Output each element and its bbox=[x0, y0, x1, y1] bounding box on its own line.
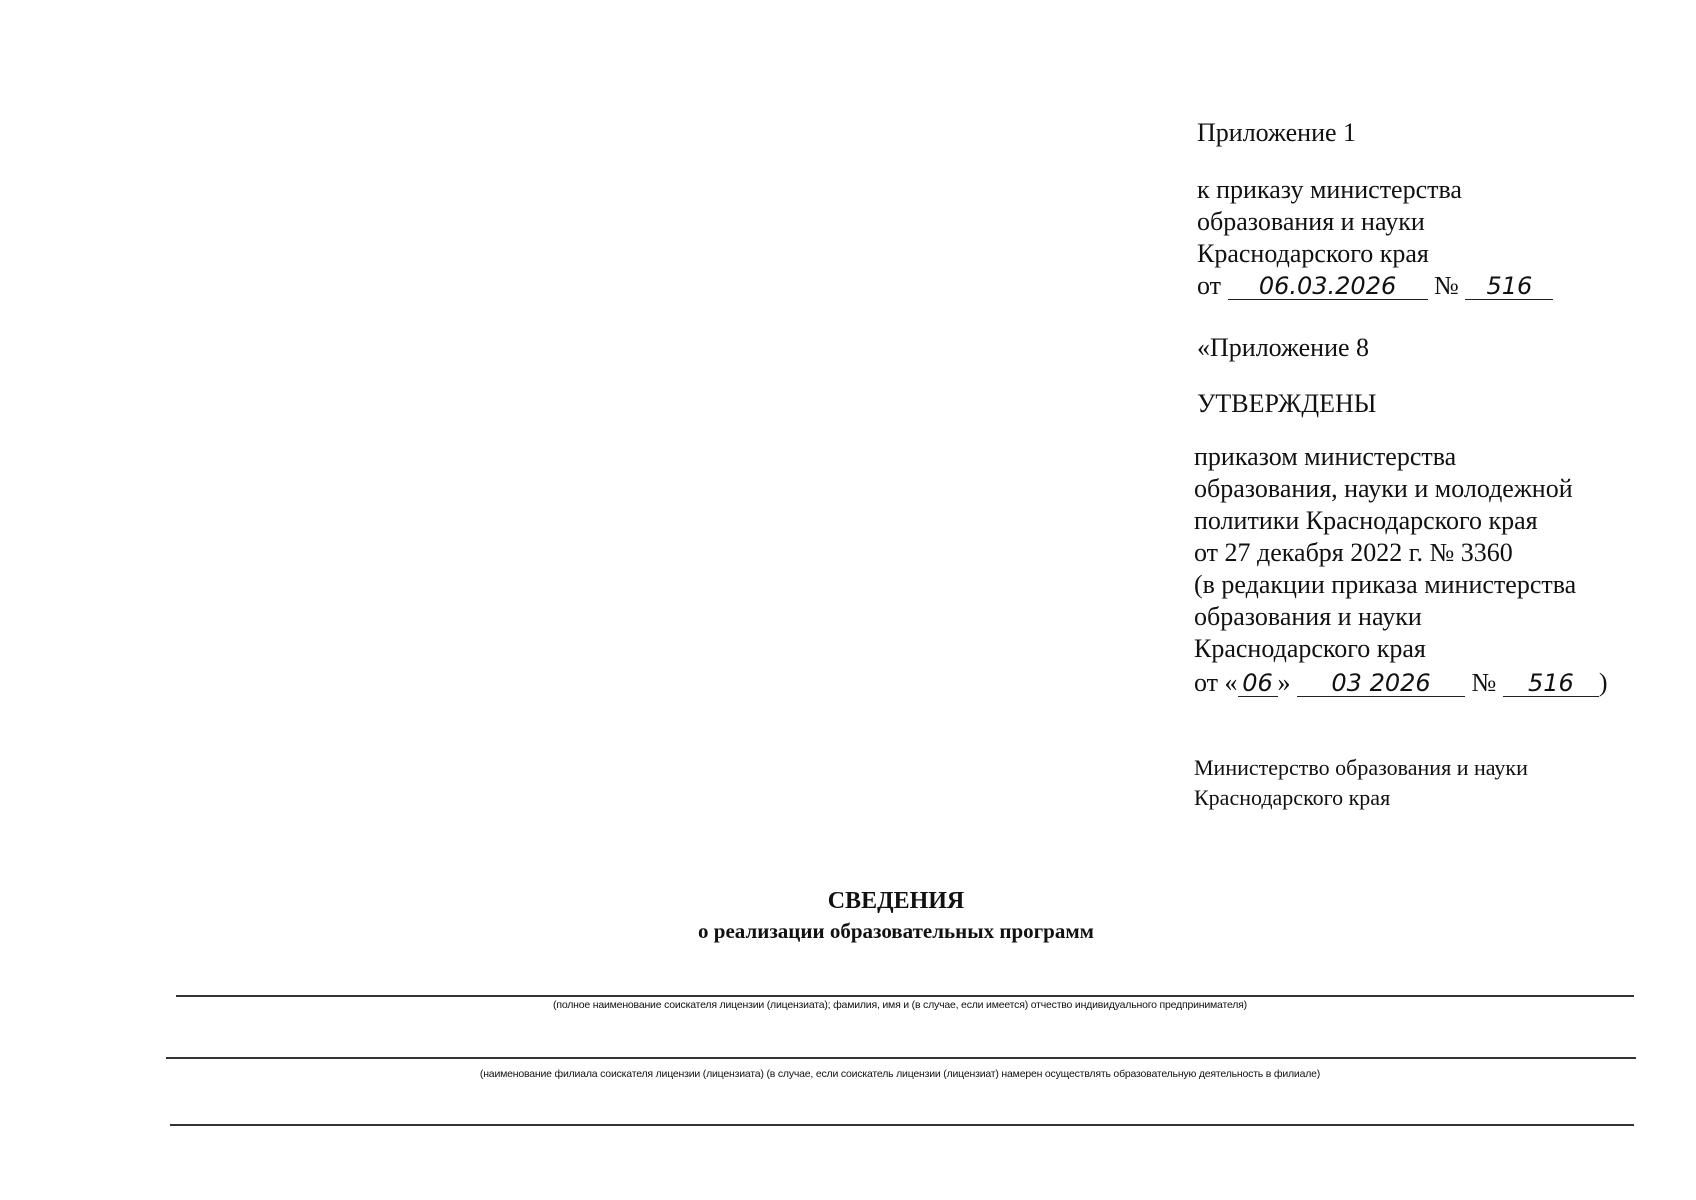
appendix8-block bbox=[1197, 332, 1369, 364]
document-subtitle: о реализации образовательных программ bbox=[698, 919, 1094, 943]
order-number-handwritten: 516 bbox=[1465, 273, 1553, 300]
recipient-block bbox=[1194, 753, 1528, 813]
appendix8-label: «Приложение 8 bbox=[1197, 333, 1370, 362]
approved-block bbox=[1197, 388, 1376, 420]
edit-number-handwritten: 516 bbox=[1503, 670, 1599, 697]
recipient-line: Министерство образования и науки bbox=[1194, 755, 1528, 780]
edit-close: ) bbox=[1598, 668, 1608, 697]
approved-label: УТВЕРЖДЕНЫ bbox=[1197, 389, 1377, 418]
number-label: № bbox=[1471, 668, 1497, 697]
approved-line: образования, науки и молодежной bbox=[1194, 474, 1573, 503]
day-close: » bbox=[1277, 668, 1291, 697]
order-reference bbox=[1197, 174, 1553, 302]
approved-line: политики Краснодарского края bbox=[1194, 506, 1538, 535]
edit-day-handwritten: 06 bbox=[1238, 670, 1278, 697]
appendix-block bbox=[1197, 117, 1356, 149]
approved-details bbox=[1194, 441, 1608, 699]
order-line: образования и науки bbox=[1197, 207, 1425, 236]
edit-month-year-handwritten: 03 2026 bbox=[1297, 670, 1465, 697]
order-line: к приказу министерства bbox=[1197, 175, 1462, 204]
recipient-line: Краснодарского края bbox=[1194, 785, 1391, 810]
order-date-handwritten: 06.03.2026 bbox=[1228, 273, 1428, 300]
appendix1-label: Приложение 1 bbox=[1197, 118, 1357, 147]
branch-name-field[interactable] bbox=[166, 1057, 1636, 1059]
approved-line: (в редакции приказа министерства bbox=[1194, 570, 1577, 599]
from-label: от bbox=[1197, 271, 1222, 300]
number-label: № bbox=[1434, 271, 1459, 300]
from-label: от « bbox=[1194, 668, 1238, 697]
order-date-line bbox=[1197, 270, 1553, 302]
branch-name-caption: (наименование филиала соискателя лицензии (лицензиата) (в случае, если соискатель лицензии (лицензиат) намерен осуществлять образовательную деятельность в филиале) bbox=[479, 1068, 1321, 1080]
edit-date-line bbox=[1194, 667, 1608, 699]
order-line: Краснодарского края bbox=[1197, 239, 1429, 268]
applicant-name-field[interactable] bbox=[176, 995, 1634, 997]
approved-line: образования и науки bbox=[1194, 602, 1422, 631]
additional-field[interactable] bbox=[170, 1124, 1634, 1126]
applicant-name-caption: (полное наименование соискателя лицензии (лицензиата); фамилия, имя и (в случае, если имеется) отчество индивидуального предпринимателя) bbox=[553, 999, 1247, 1011]
document-title: СВЕДЕНИЯ bbox=[827, 888, 965, 914]
approved-line: от 27 декабря 2022 г. № 3360 bbox=[1194, 538, 1513, 567]
approved-line: Краснодарского края bbox=[1194, 634, 1426, 663]
approved-line: приказом министерства bbox=[1194, 442, 1457, 471]
